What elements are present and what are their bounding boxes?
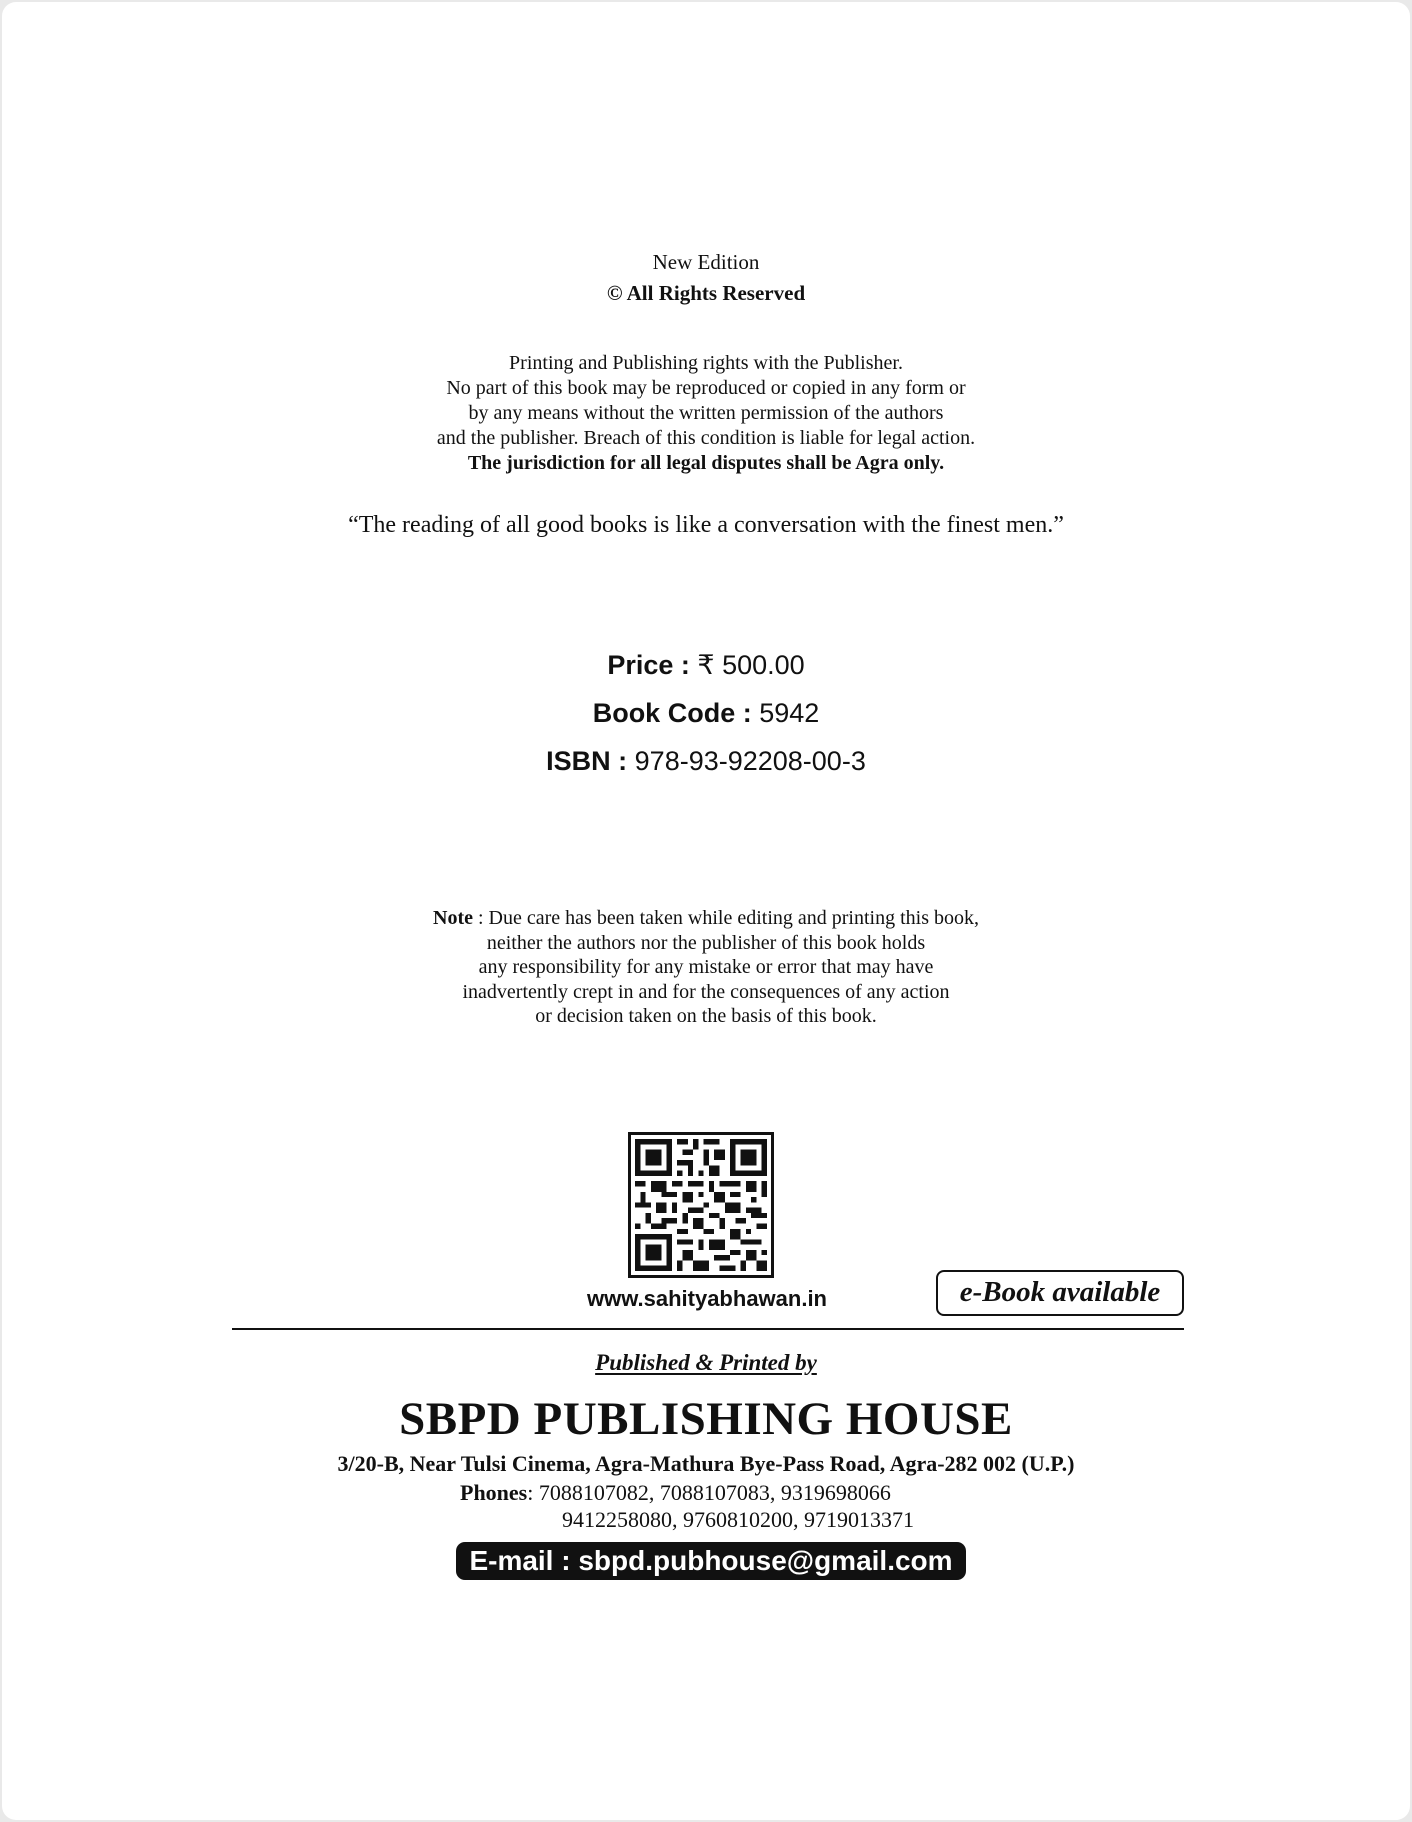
rights-line: and the publisher. Breach of this condition is liable for legal action.: [436, 427, 976, 449]
published-by: [2, 1350, 1410, 1376]
note-line: inadvertently crept in and for the consequences of any action: [462, 980, 950, 1003]
phone-numbers: [460, 1479, 914, 1533]
qr-code: [628, 1132, 774, 1278]
phones-label: Phones: [460, 1480, 528, 1505]
jurisdiction-line: The jurisdiction for all legal disputes shall be Agra only.: [467, 452, 945, 474]
price-value: ₹ 500.00: [697, 650, 805, 680]
rights-line: Printing and Publishing rights with the Publisher.: [509, 352, 903, 374]
publisher-name: SBPD PUBLISHING HOUSE: [399, 1393, 1013, 1445]
book-code-label: Book Code :: [592, 698, 752, 728]
qr-code-graphic: [635, 1139, 767, 1271]
copyright-page: [2, 2, 1410, 1820]
book-code-value: 5942: [759, 698, 820, 728]
note-line: any responsibility for any mistake or error that may have: [478, 956, 934, 978]
email-badge[interactable]: E-mail : sbpd.pubhouse@gmail.com: [456, 1542, 966, 1580]
rights-line: by any means without the written permission of the authors: [468, 402, 944, 424]
publisher-address: 3/20-B, Near Tulsi Cinema, Agra-Mathura Bye-Pass Road, Agra-282 002 (U.P.): [337, 1451, 1075, 1476]
rights-reserved: © All Rights Reserved: [606, 281, 806, 305]
note-line: : Due care has been taken while editing and printing this book,: [478, 907, 979, 929]
isbn-label: ISBN :: [546, 746, 628, 776]
price-label: Price :: [607, 650, 690, 680]
isbn-value: 978-93-92208-00-3: [634, 746, 866, 776]
ebook-badge: e-Book available: [936, 1270, 1184, 1316]
note-label: Note: [433, 907, 473, 929]
rights-line: No part of this book may be reproduced or copied in any form or: [446, 377, 966, 399]
price: [2, 650, 1410, 681]
divider: [232, 1328, 1184, 1330]
disclaimer-note: [2, 906, 1410, 1029]
published-by-label: Published & Printed by: [595, 1350, 817, 1375]
book-code: [2, 698, 1410, 729]
rights-statement: [2, 351, 1410, 476]
note-line: or decision taken on the basis of this book.: [535, 1005, 877, 1027]
phones-line-2: 9412258080, 9760810200, 9719013371: [562, 1507, 914, 1532]
quote: “The reading of all good books is like a conversation with the finest men.”: [348, 512, 1064, 538]
isbn: [2, 746, 1410, 777]
note-line: neither the authors nor the publisher of this book holds: [486, 931, 926, 954]
edition-label: New Edition: [652, 250, 760, 274]
phones-line-1: : 7088107082, 7088107083, 9319698066: [527, 1480, 891, 1505]
website-link[interactable]: www.sahityabhawan.in: [586, 1286, 827, 1311]
